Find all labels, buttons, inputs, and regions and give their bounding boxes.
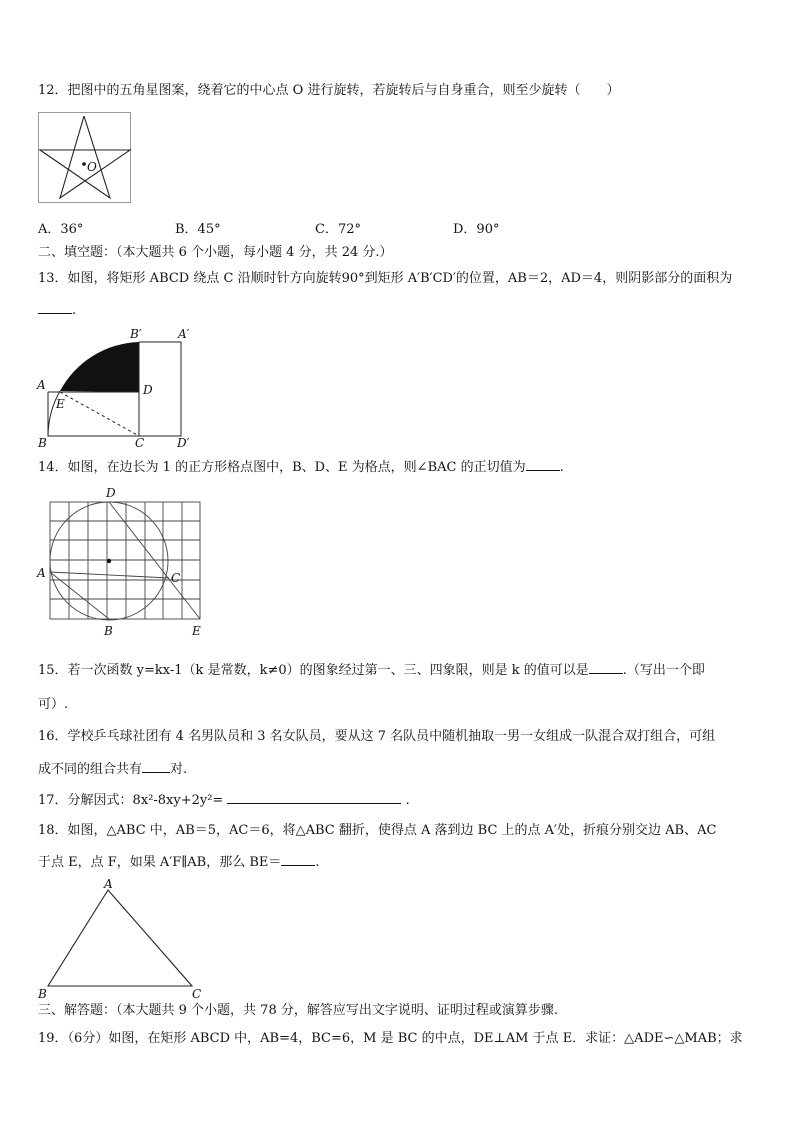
q13-label-c: C (135, 436, 145, 450)
q16-answer-blank[interactable] (142, 759, 170, 773)
q14-label-e: E (192, 624, 201, 638)
q18-line1: 18．如图，△ABC 中，AB＝5，AC＝6，将△ABC 翻折，使得点 A 落到边 BC 上的点 A′处，折痕分别交边 AB、AC (38, 823, 717, 838)
q12-option-d: D．90° (453, 222, 500, 237)
q19-text: 19．（6分）如图，在矩形 ABCD 中，AB=4，BC=6，M 是 BC 的中点，DE⊥AM 于点 E．求证：△ADE∽△MAB；求 (38, 1031, 743, 1046)
q15-line1 (38, 660, 705, 680)
q13-label-d: D (143, 383, 153, 397)
q15-answer-blank[interactable] (589, 660, 623, 674)
section3-heading: 三、解答题：（本大题共 9 个小题，共 78 分，解答应写出文字说明、证明过程或演算步骤. (38, 1003, 558, 1018)
q12-option-b: B．45° (175, 222, 221, 237)
q12-star-figure (38, 112, 132, 204)
q18-text: 于点 E，点 F，如果 A′F∥AB，那么 BE＝ (38, 855, 282, 870)
q13-answer-blank[interactable] (38, 300, 72, 314)
q13-label-b: B (38, 436, 47, 450)
q13-label-d-prime: D′ (177, 436, 190, 450)
q17-end: . (405, 793, 410, 808)
q18-end: . (315, 855, 320, 870)
q18-label-b: B (38, 987, 47, 1000)
q15-line2: 可）. (38, 697, 69, 712)
q12-text: 12．把图中的五角星图案，绕着它的中心点 O 进行旋转，若旋转后与自身重合，则至少旋转（ ） (38, 83, 620, 98)
q13-end: . (72, 303, 77, 318)
q18-line2 (38, 852, 320, 872)
q12-label-o: O (87, 160, 97, 174)
section2-heading: 二、填空题：（本大题共 6 个小题，每小题 4 分，共 24 分.） (38, 245, 393, 260)
q13-label-b-prime: B′ (130, 327, 142, 341)
q16-text-end: 对. (170, 762, 188, 777)
q18-triangle-figure (36, 876, 206, 1000)
q13-rectangle-figure (34, 322, 204, 450)
q14-text-line (38, 457, 564, 477)
q15-text-end: .（写出一个即 (622, 663, 705, 678)
q16-line2 (38, 759, 187, 779)
q17-text: 17．分解因式：8x²-8xy+2y²= (38, 793, 224, 808)
q14-label-c: C (171, 571, 181, 585)
q14-answer-blank[interactable] (526, 457, 560, 471)
q13-label-a-prime: A′ (178, 327, 190, 341)
q18-answer-blank[interactable] (281, 852, 315, 866)
q17-line (38, 790, 410, 810)
q14-text: 14．如图，在边长为 1 的正方形格点图中，B、D、E 为格点，则∠BAC 的正切值为 (38, 460, 526, 475)
q16-line1: 16．学校乒乓球社团有 4 名男队员和 3 名女队员，要从这 7 名队员中随机抽取一男一女组成一队混合双打组合，可组 (38, 729, 716, 744)
q14-label-a: A (37, 566, 46, 580)
q16-text-start: 成不同的组合共有 (38, 762, 143, 777)
q13-label-e: E (56, 397, 65, 411)
q12-option-c: C．72° (315, 222, 361, 237)
q15-text: 15．若一次函数 y=kx-1（k 是常数，k≠0）的图象经过第一、三、四象限，则是 k 的值可以是 (38, 663, 589, 678)
q13-label-a: A (37, 378, 46, 392)
q18-label-a: A (104, 877, 113, 891)
q17-answer-blank[interactable] (227, 790, 401, 804)
q13-answer-line (38, 300, 76, 320)
q18-label-c: C (192, 987, 202, 1000)
q14-grid-figure (34, 486, 214, 640)
q12-option-a: A．36° (38, 222, 84, 237)
q14-label-b: B (104, 624, 113, 638)
q13-text: 13．如图，将矩形 ABCD 绕点 C 沿顺时针方向旋转90°到矩形 A′B′CD′的位置，AB＝2，AD＝4，则阴影部分的面积为 (38, 271, 733, 286)
q14-end: . (559, 460, 564, 475)
q13-shaded-region (60, 342, 139, 392)
q14-label-d: D (106, 486, 116, 500)
